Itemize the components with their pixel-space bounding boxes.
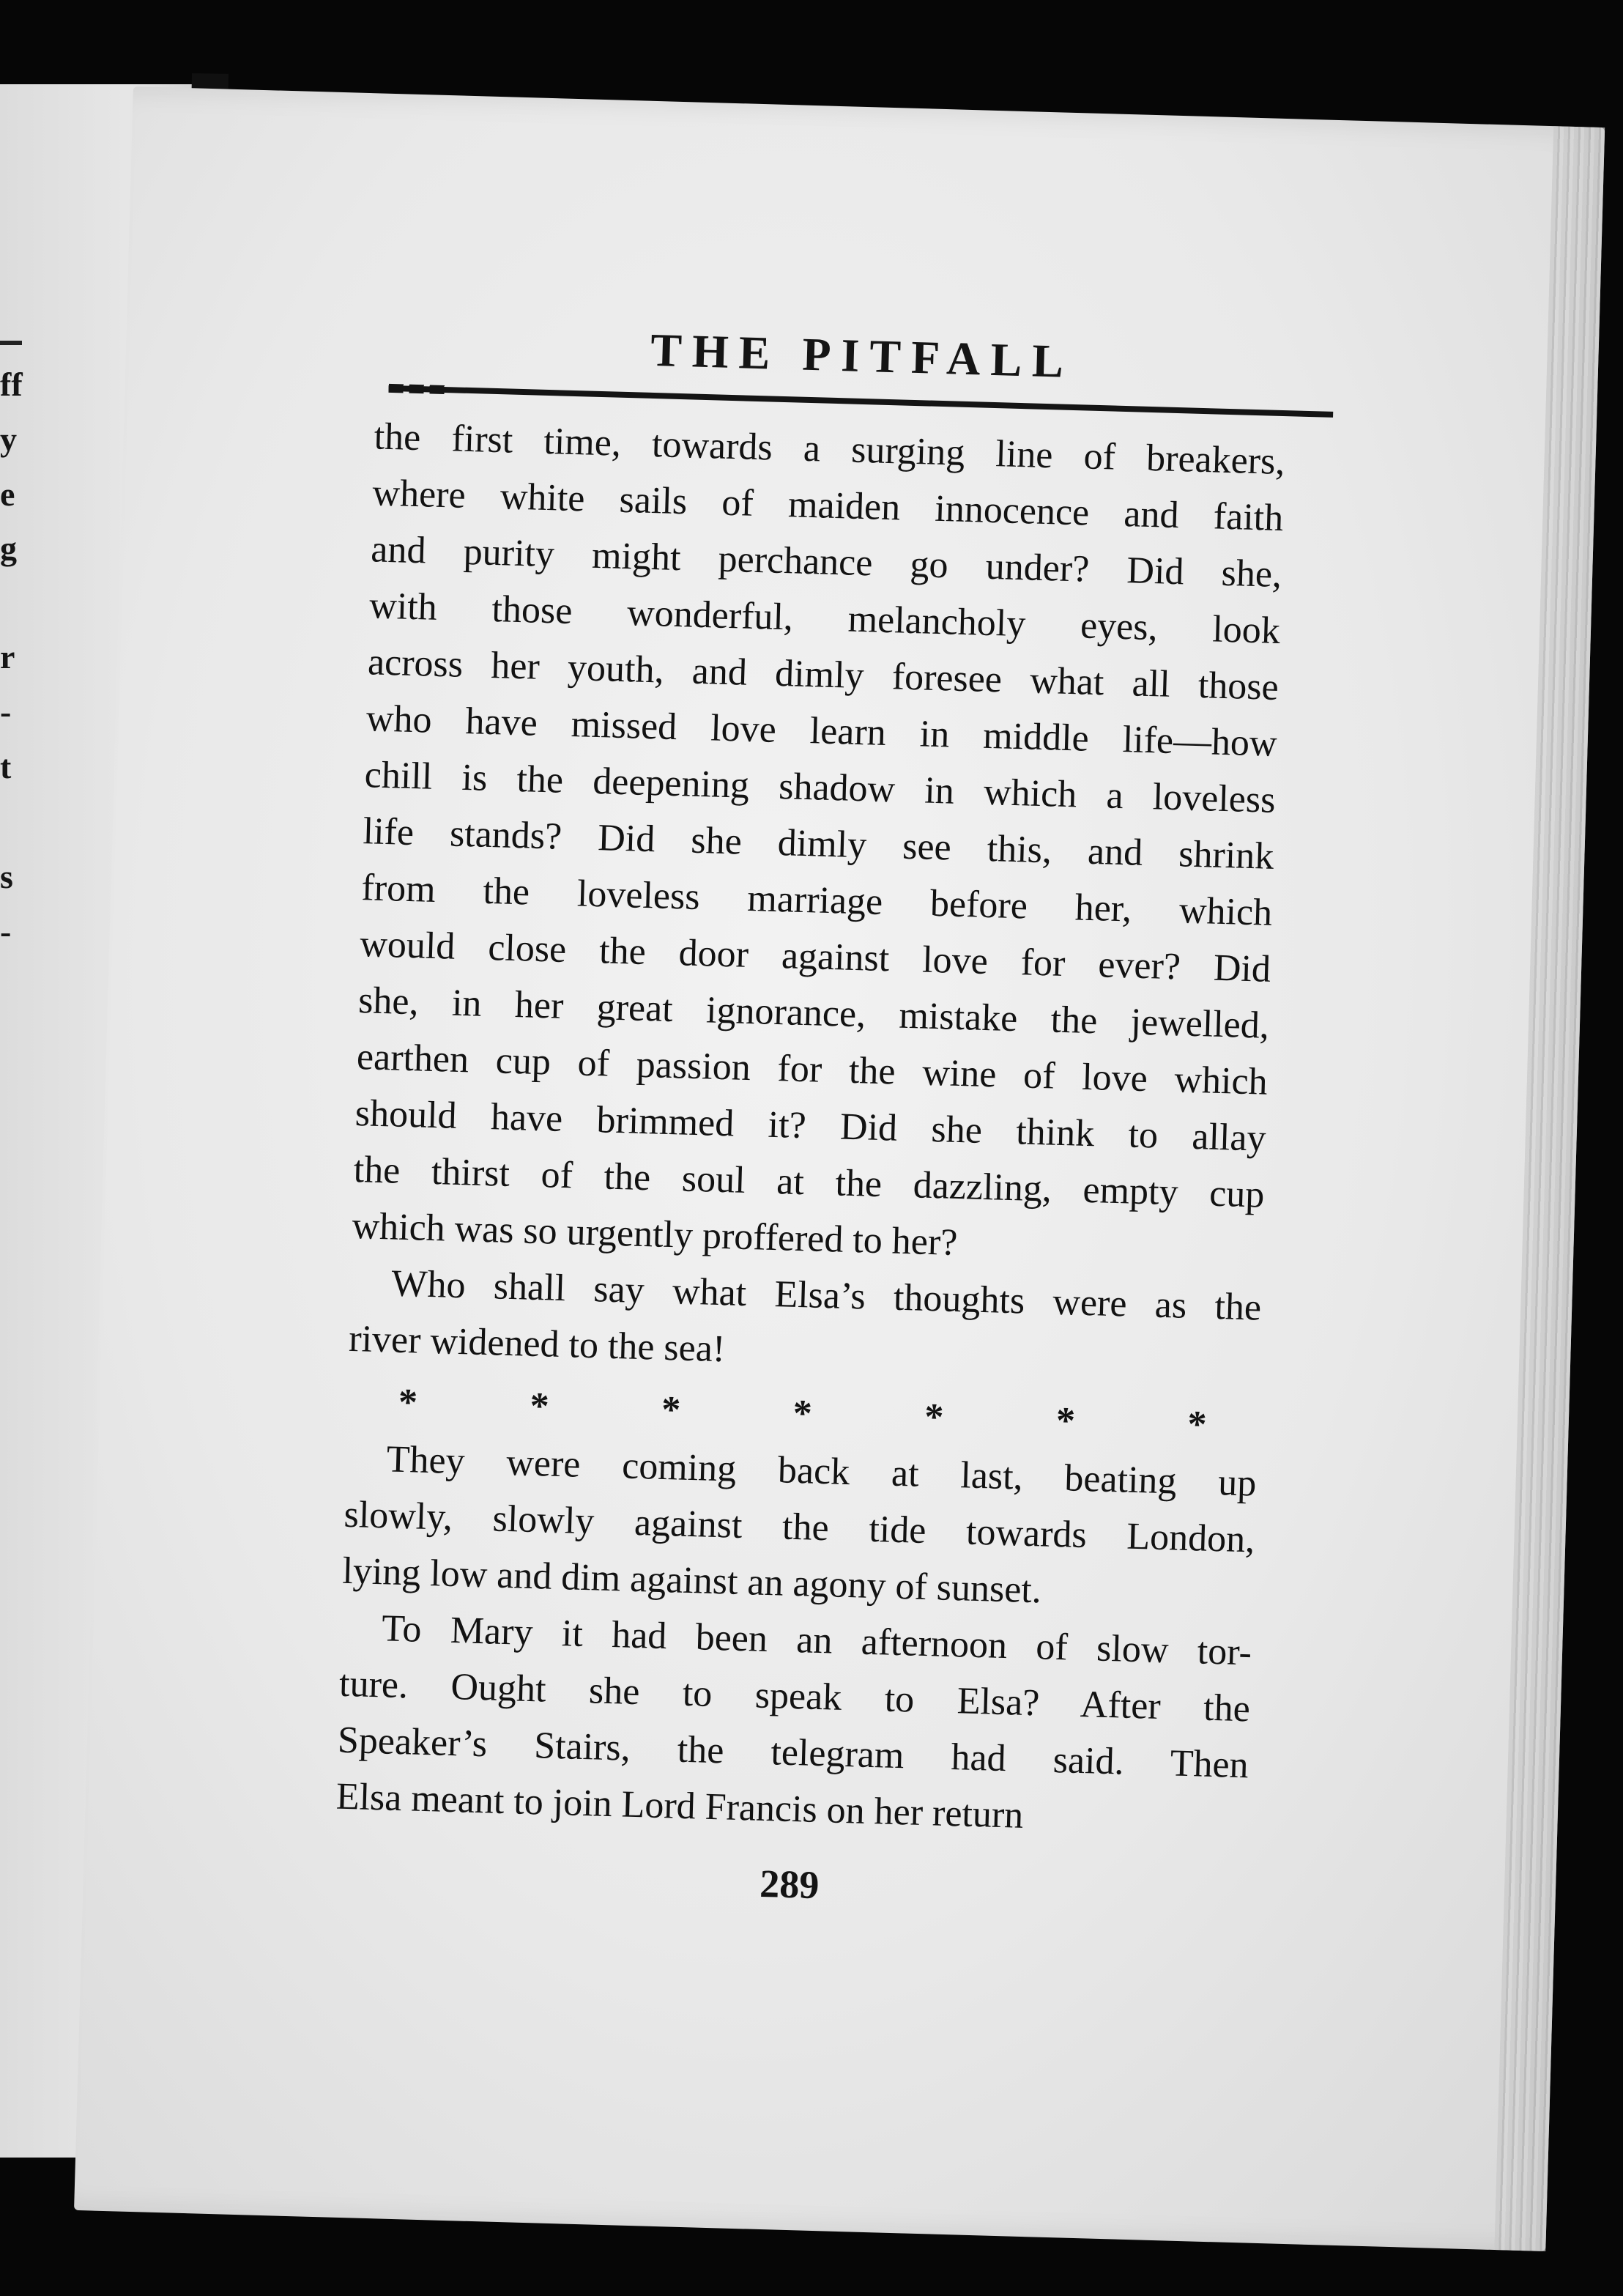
previous-page-fragment: t (0, 748, 12, 785)
previous-page-fragment: - (0, 693, 12, 730)
previous-page-fragment: y (0, 421, 17, 458)
text-line: the thirst of the soul at the dazzling, empty cup (353, 1148, 1266, 1216)
asterism-star: * (661, 1388, 681, 1432)
text-line: Speaker’s Stairs, the telegram had said. Then (337, 1719, 1249, 1787)
paragraph-group-after-break (335, 1430, 1258, 1851)
asterism-star: * (529, 1385, 550, 1428)
asterism-star: * (1055, 1399, 1076, 1443)
text-line: where white sails of maiden innocence and faith (371, 472, 1284, 540)
page-body (335, 408, 1286, 1908)
running-head: THE PITFALL (650, 323, 1074, 388)
previous-page-fragment: r (0, 638, 15, 675)
text-line: should have brimmed it? Did she think to allay (354, 1092, 1267, 1160)
previous-page-fragment: e (0, 475, 15, 513)
previous-page-rule (0, 341, 22, 345)
text-line: slowly, slowly against the tide towards London, (343, 1493, 1255, 1561)
paragraph-group-before-break (348, 408, 1285, 1392)
text-line: ture. Ought she to speak to Elsa? After the (338, 1662, 1251, 1730)
book-page (74, 86, 1605, 2251)
text-line: would close the door against love for ever? Did (359, 923, 1271, 990)
text-line: with those wonderful, melancholy eyes, look (368, 585, 1281, 652)
text-line: lying low and dim against an agony of sunset. (341, 1549, 1042, 1612)
previous-page-fragment: s (0, 858, 13, 895)
asterism-star: * (1186, 1403, 1208, 1446)
text-line: To Mary it had been an afternoon of slow tor- (381, 1607, 1252, 1674)
asterism-star: * (792, 1392, 813, 1435)
page-edge-stack (1494, 126, 1605, 2251)
text-line: across her youth, and dimly foresee what all those (367, 641, 1280, 708)
previous-page-fragment: g (0, 530, 17, 567)
text-line: earthen cup of passion for the wine of love which (356, 1036, 1269, 1103)
text-line: life stands? Did she dimly see this, and shrink (362, 810, 1275, 878)
paragraph (335, 1599, 1252, 1851)
text-line: she, in her great ignorance, mistake the jewelled, (357, 979, 1270, 1047)
previous-page-fragment: - (0, 913, 12, 950)
page-number: 289 (759, 1861, 820, 1908)
text-line: the first time, towards a surging line of breakers, (373, 415, 1286, 484)
text-line: They were coming back at last, beating up (386, 1438, 1258, 1505)
asterism-star: * (398, 1381, 418, 1424)
text-line: Elsa meant to join Lord Francis on her return (335, 1775, 1025, 1837)
text-line: who have missed love learn in middle life—how (365, 697, 1278, 765)
text-line: Who shall say what Elsa’s thoughts were as the (390, 1262, 1262, 1329)
text-line: from the loveless marriage before her, which (360, 867, 1273, 934)
asterism-star: * (924, 1396, 945, 1439)
paragraph (341, 1430, 1257, 1625)
paragraph (352, 408, 1286, 1279)
text-line: and purity might perchance go under? Did she, (370, 528, 1282, 596)
header-rule-dash (388, 384, 447, 394)
previous-page-fragment: ff (0, 366, 23, 403)
text-line: river widened to the sea! (348, 1317, 726, 1371)
text-line: which was so urgently proffered to her? (351, 1204, 959, 1264)
text-line: chill is the deepening shadow in which a loveless (364, 754, 1277, 821)
